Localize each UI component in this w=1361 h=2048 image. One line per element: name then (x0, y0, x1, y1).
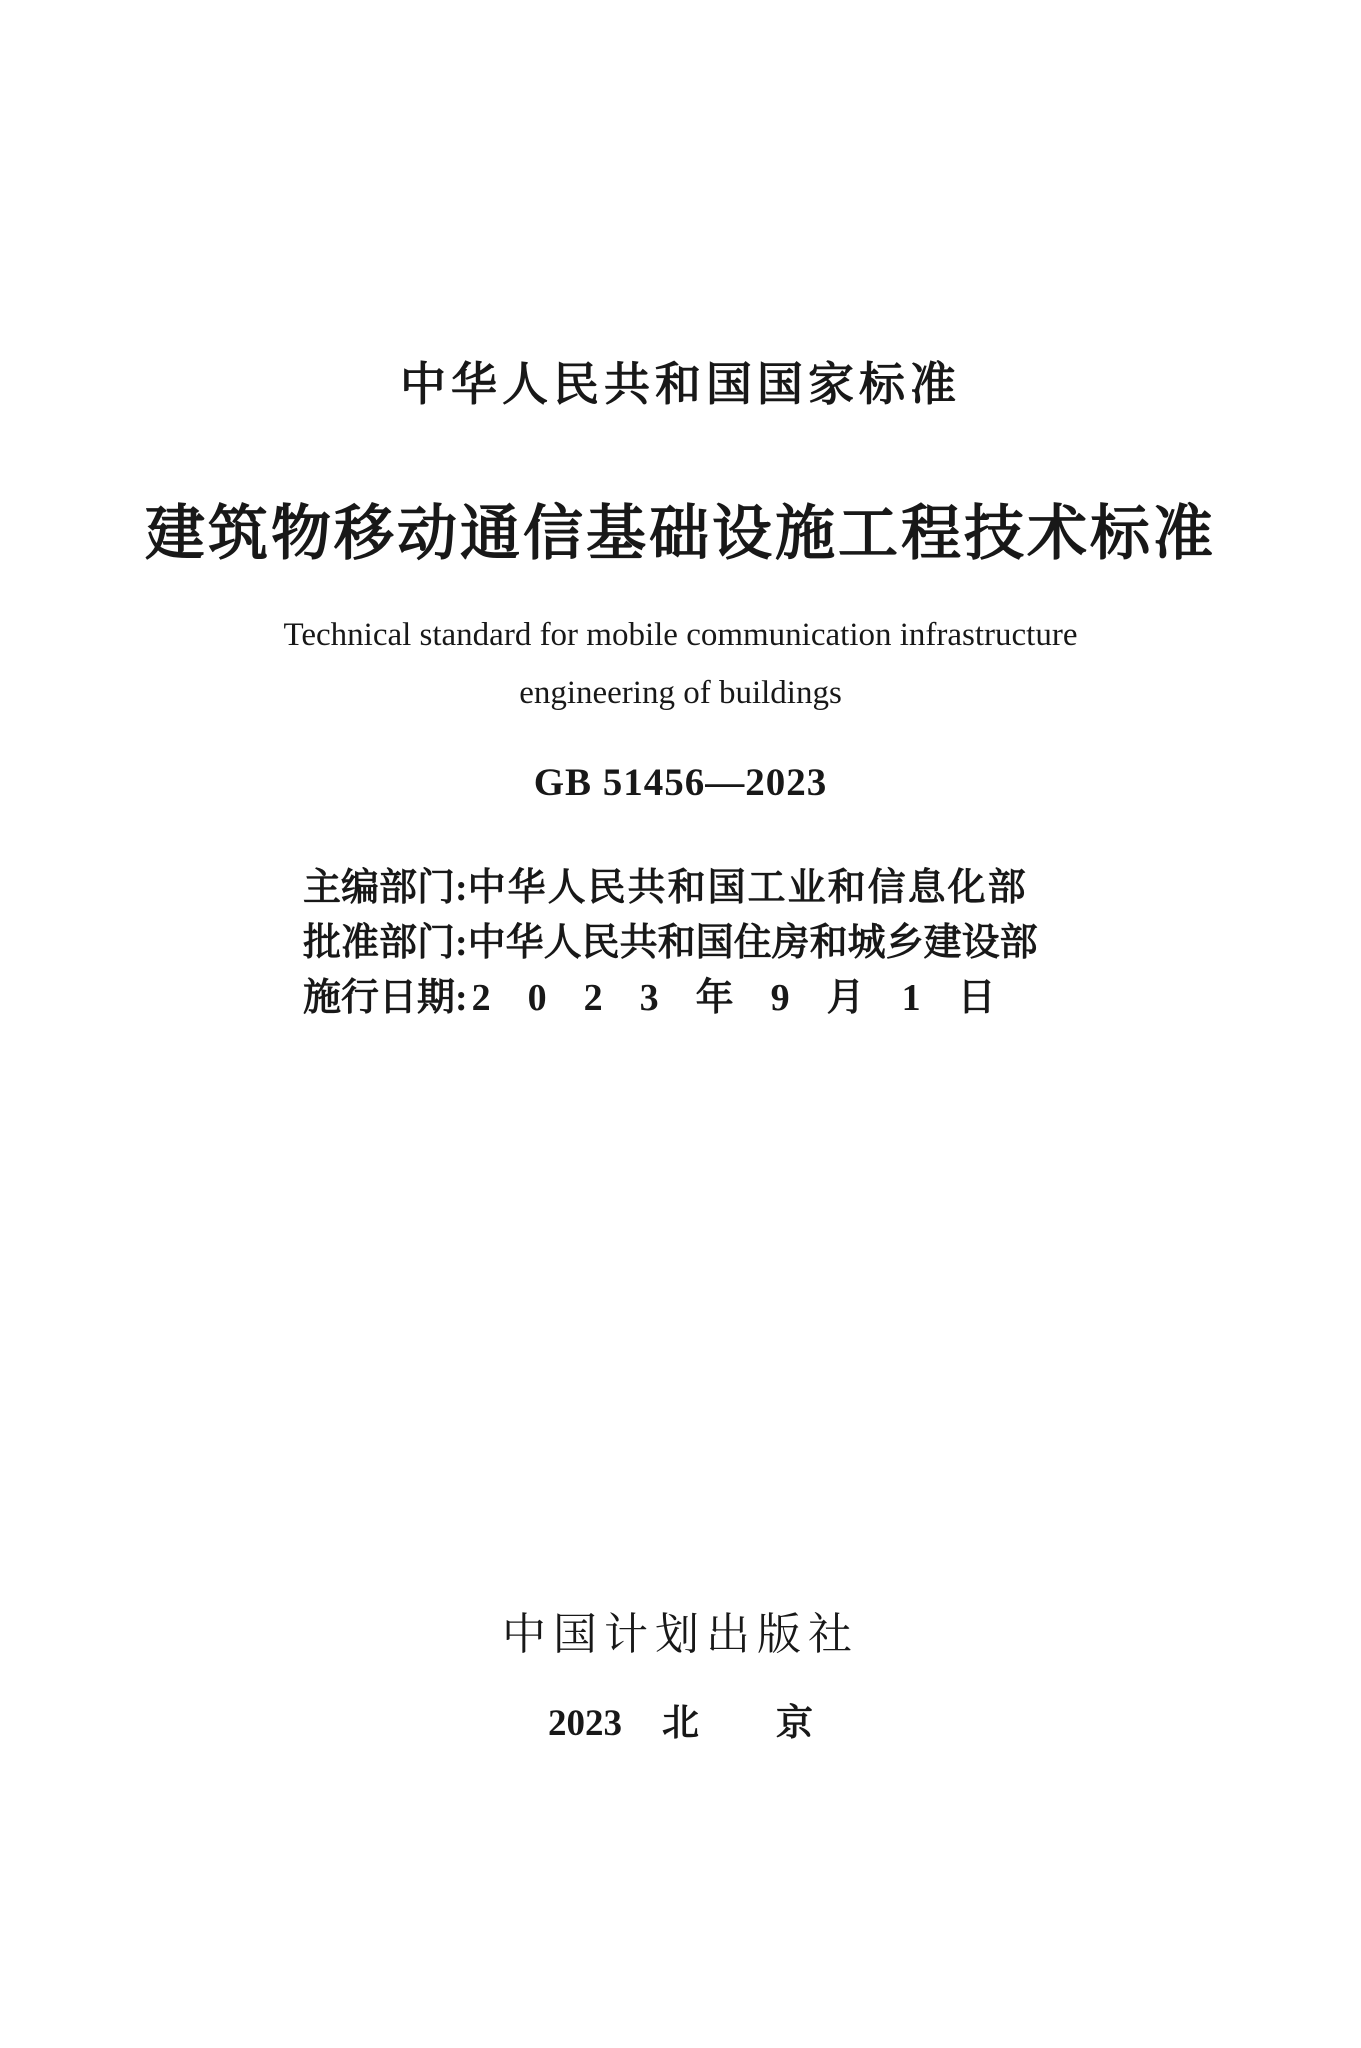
effective-date-line (303, 966, 1060, 1021)
standard-title-english-line1: Technical standard for mobile communication infrastructure (283, 617, 1078, 653)
chief-editor-value: 中华人民共和国工业和信息化部 (467, 867, 1028, 909)
imprint-city-first-char: 北 (662, 1703, 699, 1744)
standard-title-chinese: 建筑物移动通信基础设施工程技术标准 (145, 501, 1216, 567)
imprint-year: 2023 (548, 1703, 622, 1744)
standard-number: GB 51456—2023 (533, 761, 828, 804)
approval-department-line (303, 911, 1060, 966)
standard-title-english-line2: engineering of buildings (519, 675, 842, 711)
approval-department-label: 批准部门: (303, 922, 468, 964)
imprint-city-second-char: 京 (776, 1703, 813, 1744)
approval-department-value: 中华人民共和国住房和城乡建设部 (467, 922, 1038, 964)
publication-info-block (303, 856, 1060, 1021)
publisher-name: 中国计划出版社 (502, 1610, 859, 1659)
effective-date-label: 施行日期: (303, 977, 468, 1019)
standard-title-english (0, 606, 1361, 722)
imprint-line (0, 1692, 1361, 1746)
effective-date-value: 2023年9月1日 (471, 977, 1033, 1019)
chief-editor-line (303, 856, 1060, 911)
national-standard-header: 中华人民共和国国家标准 (400, 358, 961, 410)
chief-editor-label: 主编部门: (303, 867, 468, 909)
